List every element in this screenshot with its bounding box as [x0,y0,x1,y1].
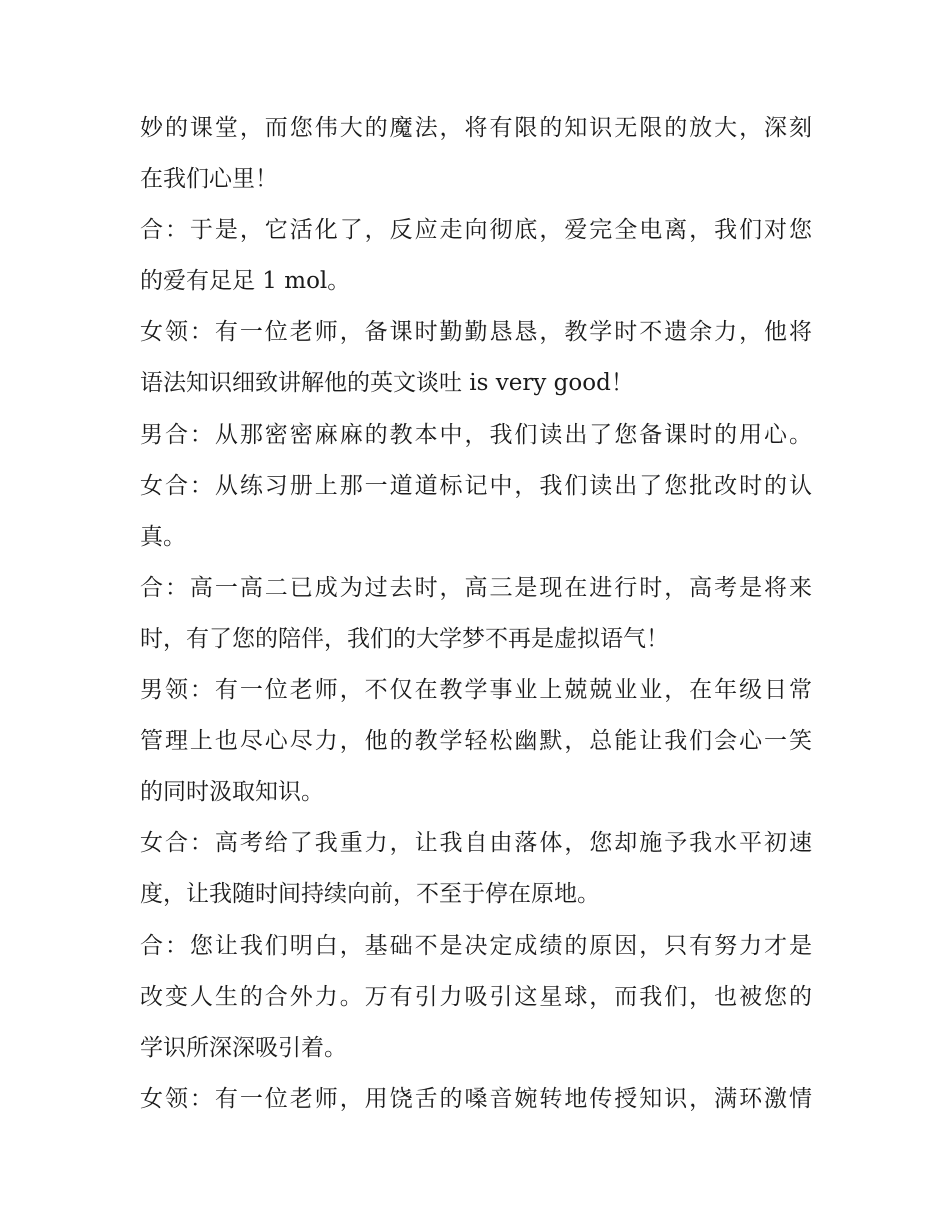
text-line: 合：您让我们明白，基础不是决定成绩的原因，只有努力才是 [140,932,812,959]
text-line: 语法知识细致讲解他的英文谈吐 is very good！ [140,370,634,397]
text-line: 度，让我随时间持续向前，不至于停在原地。 [140,881,600,908]
text-line: 的爱有足足 1 mol。 [140,268,351,295]
text-line: 的同时汲取知识。 [140,779,324,806]
text-line: 女合：高考给了我重力，让我自由落体，您却施予我水平初速 [140,830,812,857]
text-line: 男合：从那密密麻麻的教本中，我们读出了您备课时的用心。 [140,421,812,448]
text-line: 在我们心里！ [140,166,278,193]
text-line: 学识所深深吸引着。 [140,1034,347,1061]
text-line: 管理上也尽心尽力，他的教学轻松幽默，总能让我们会心一笑 [140,728,812,755]
text-line: 妙的课堂，而您伟大的魔法，将有限的知识无限的放大，深刻 [140,115,812,141]
text-line: 女合：从练习册上那一道道标记中，我们读出了您批改时的认 [140,472,812,499]
text-line: 时，有了您的陪伴，我们的大学梦不再是虚拟语气！ [140,625,669,652]
text-line: 合：高一高二已成为过去时，高三是现在进行时，高考是将来 [140,574,812,601]
text-line: 改变人生的合外力。万有引力吸引这星球，而我们，也被您的 [140,983,812,1010]
text-line: 合：于是，它活化了，反应走向彻底，爱完全电离，我们对您 [140,217,812,244]
text-line: 女领：有一位老师，备课时勤勤恳恳，教学时不遗余力，他将 [140,319,812,346]
text-line: 真。 [140,523,186,550]
document-page [140,103,812,1125]
text-line: 男领：有一位老师，不仅在教学事业上兢兢业业，在年级日常 [140,677,812,704]
text-line: 女领：有一位老师，用饶舌的嗓音婉转地传授知识，满环激情 [140,1085,812,1112]
